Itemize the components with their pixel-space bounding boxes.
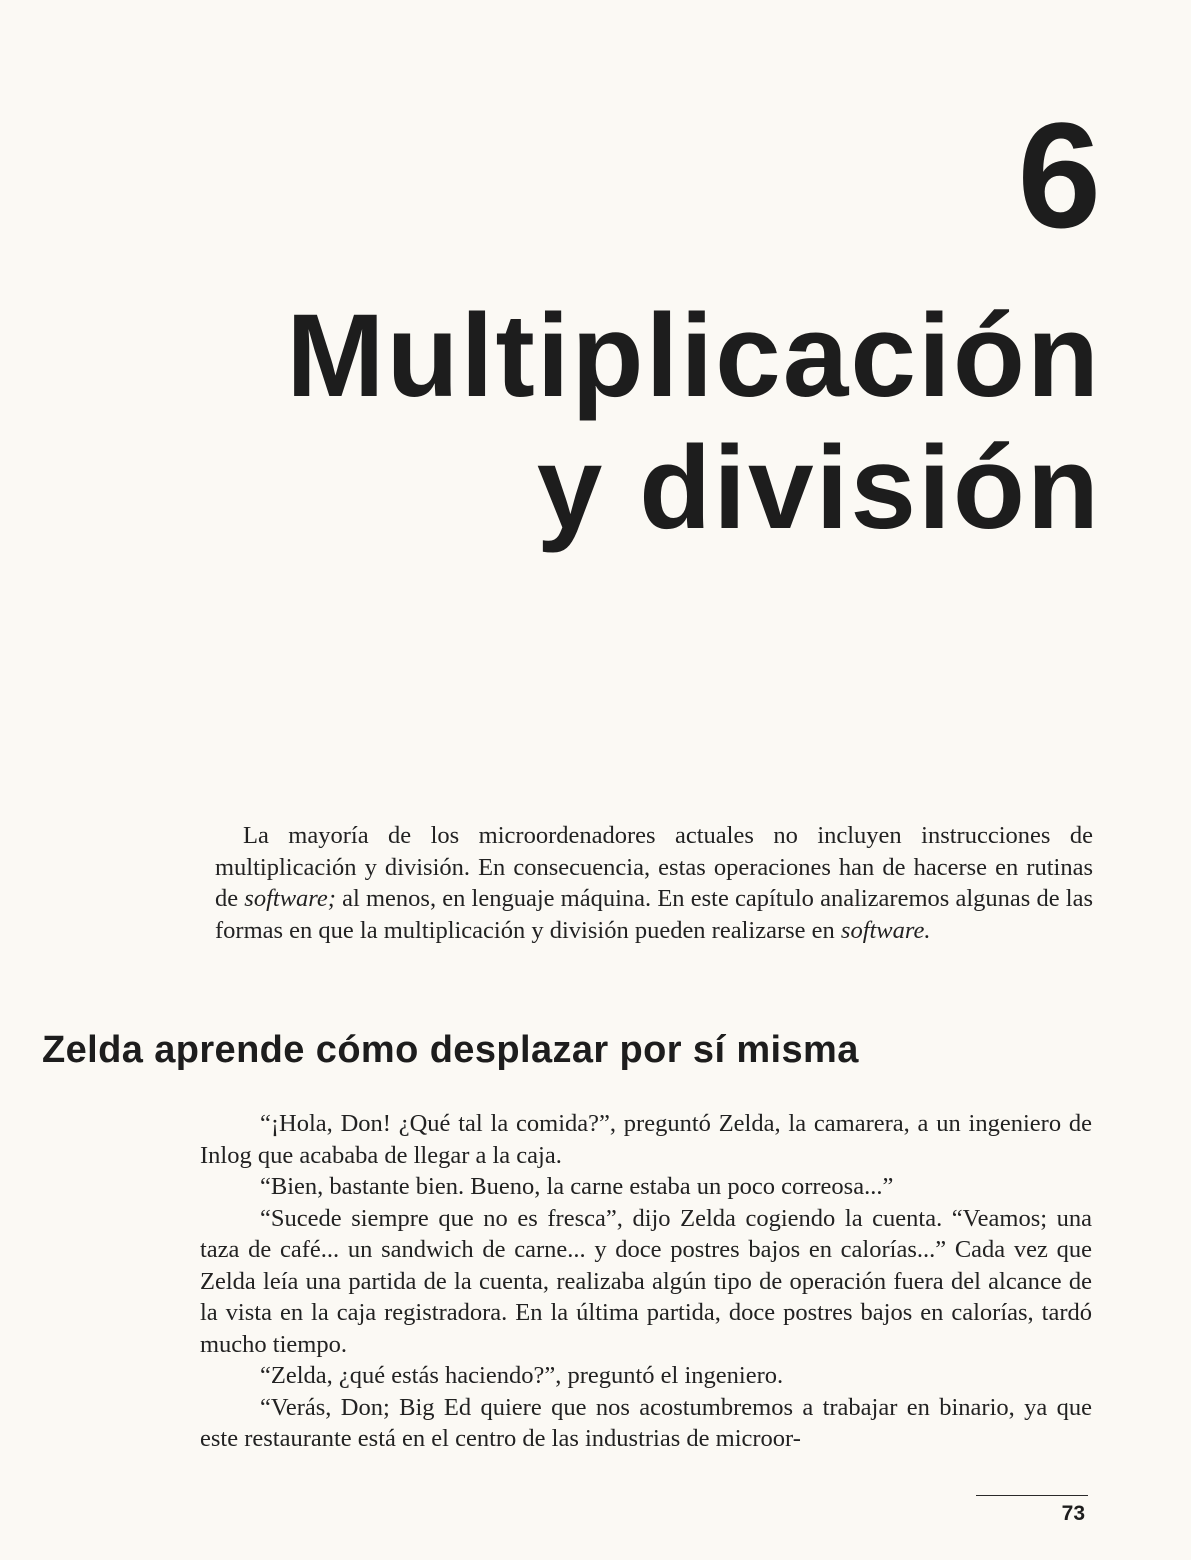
chapter-title-line-2: y división: [536, 422, 1101, 554]
intro-text-2: al menos, en lenguaje máquina. En este capítulo analizaremos algunas de las formas en que la multiplicación y división pueden realizarse en: [215, 885, 1093, 944]
chapter-title: [286, 290, 1101, 554]
body-paragraph: “Zelda, ¿qué estás haciendo?”, preguntó el ingeniero.: [260, 1362, 784, 1389]
chapter-number: 6: [1017, 91, 1101, 259]
page-number: 73: [1061, 1502, 1085, 1525]
chapter-title-line-1: Multiplicación: [286, 290, 1101, 422]
section-heading: Zelda aprende cómo desplazar por sí misma: [42, 1029, 859, 1071]
body-paragraph: “Bien, bastante bien. Bueno, la carne estaba un poco correosa...”: [260, 1173, 894, 1200]
body-text: [200, 1108, 1092, 1455]
body-paragraph: “¡Hola, Don! ¿Qué tal la comida?”, preguntó Zelda, la camarera, a un ingeniero de Inlog que acababa de llegar a la caja.: [200, 1110, 1092, 1169]
footer-rule: [976, 1495, 1088, 1496]
intro-paragraph: [215, 820, 1093, 946]
intro-text-1: La mayoría de los microordenadores actuales no incluyen instrucciones de multiplicación y división. En consecuencia, estas operaciones han de hacerse en rutinas de: [215, 822, 1093, 912]
intro-emphasis-1: software;: [244, 885, 336, 912]
intro-emphasis-2: software.: [840, 916, 931, 944]
body-paragraph: “Sucede siempre que no es fresca”, dijo Zelda cogiendo la cuenta. “Veamos; una taza de café... un sandwich de carne... y doce postres bajos en calorías...” Cada vez que Zelda leía una partida de la cuenta, realizaba algún tipo de operación fuera del alcance de la vista en la caja registradora. En la última partida, doce postres bajos en calorías, tardó mucho tiempo.: [200, 1204, 1092, 1358]
body-paragraph: “Verás, Don; Big Ed quiere que nos acostumbremos a trabajar en binario, ya que este restaurante está en el centro de las industrias de microor-: [200, 1393, 1092, 1452]
